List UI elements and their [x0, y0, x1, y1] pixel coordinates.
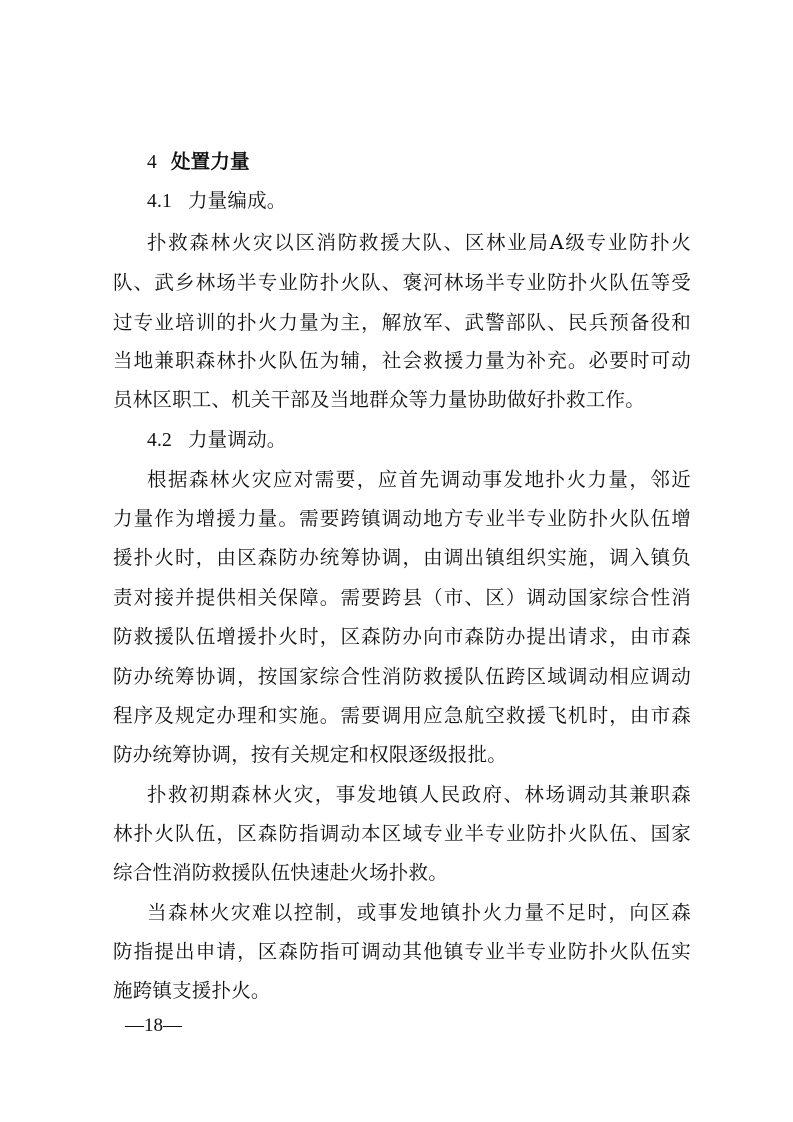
text-line: 力量作为增援力量。需要跨镇调动地方专业半专业防扑火队伍增 — [113, 507, 691, 530]
text-line: 援扑火时，由区森防办统筹协调，由调出镇组织实施，调入镇负 — [113, 546, 691, 569]
text-line: 过专业培训的扑火力量为主，解放军、武警部队、民兵预备役和 — [113, 311, 691, 334]
subsection-heading-4-1 — [147, 188, 287, 215]
text-line: 综合性消防救援队伍快速赴火场扑救。 — [113, 861, 448, 884]
text-line: 扑救初期森林火灾，事发地镇人民政府、林场调动其兼职森 — [147, 783, 691, 806]
subsection-title: 力量编成。 — [187, 189, 287, 212]
text-line: 责对接并提供相关保障。需要跨县（市、区）调动国家综合性消 — [113, 586, 691, 609]
subsection-heading-4-2 — [147, 427, 287, 454]
subsection-title: 力量调动。 — [187, 428, 287, 451]
section-title: 处置力量 — [170, 150, 250, 173]
section-number: 4 — [147, 152, 157, 173]
text-line: 扑救森林火灾以区消防救援大队、区林业局A级专业防扑火 — [147, 231, 691, 254]
text-line: 防指提出申请，区森防指可调动其他镇专业半专业防扑火队伍实 — [113, 940, 691, 963]
text-line: 队、武乡林场半专业防扑火队、褒河林场半专业防扑火队伍等受 — [113, 271, 691, 294]
text-line: 防救援队伍增援扑火时，区森防办向市森防办提出请求，由市森 — [113, 625, 691, 648]
text-line: 防办统筹协调，按国家综合性消防救援队伍跨区域调动相应调动 — [113, 665, 691, 688]
section-heading — [147, 149, 250, 176]
text-line: 程序及规定办理和实施。需要调用应急航空救援飞机时，由市森 — [113, 704, 691, 727]
text-line: 当森林火灾难以控制，或事发地镇扑火力量不足时，向区森 — [147, 901, 691, 924]
page-number: —18— — [125, 1015, 182, 1036]
subsection-number: 4.2 — [147, 430, 172, 451]
text-line: 员林区职工、机关干部及当地群众等力量协助做好扑救工作。 — [113, 388, 645, 411]
text-line: 根据森林火灾应对需要，应首先调动事发地扑火力量，邻近 — [147, 468, 691, 491]
text-line: 防办统筹协调，按有关规定和权限逐级报批。 — [113, 743, 508, 766]
subsection-number: 4.1 — [147, 191, 172, 212]
text-line: 林扑火队伍，区森防指调动本区域专业半专业防扑火队伍、国家 — [113, 822, 691, 845]
text-line: 当地兼职森林扑火队伍为辅，社会救援力量为补充。必要时可动 — [113, 349, 691, 372]
text-line: 施跨镇支援扑火。 — [113, 979, 271, 1002]
